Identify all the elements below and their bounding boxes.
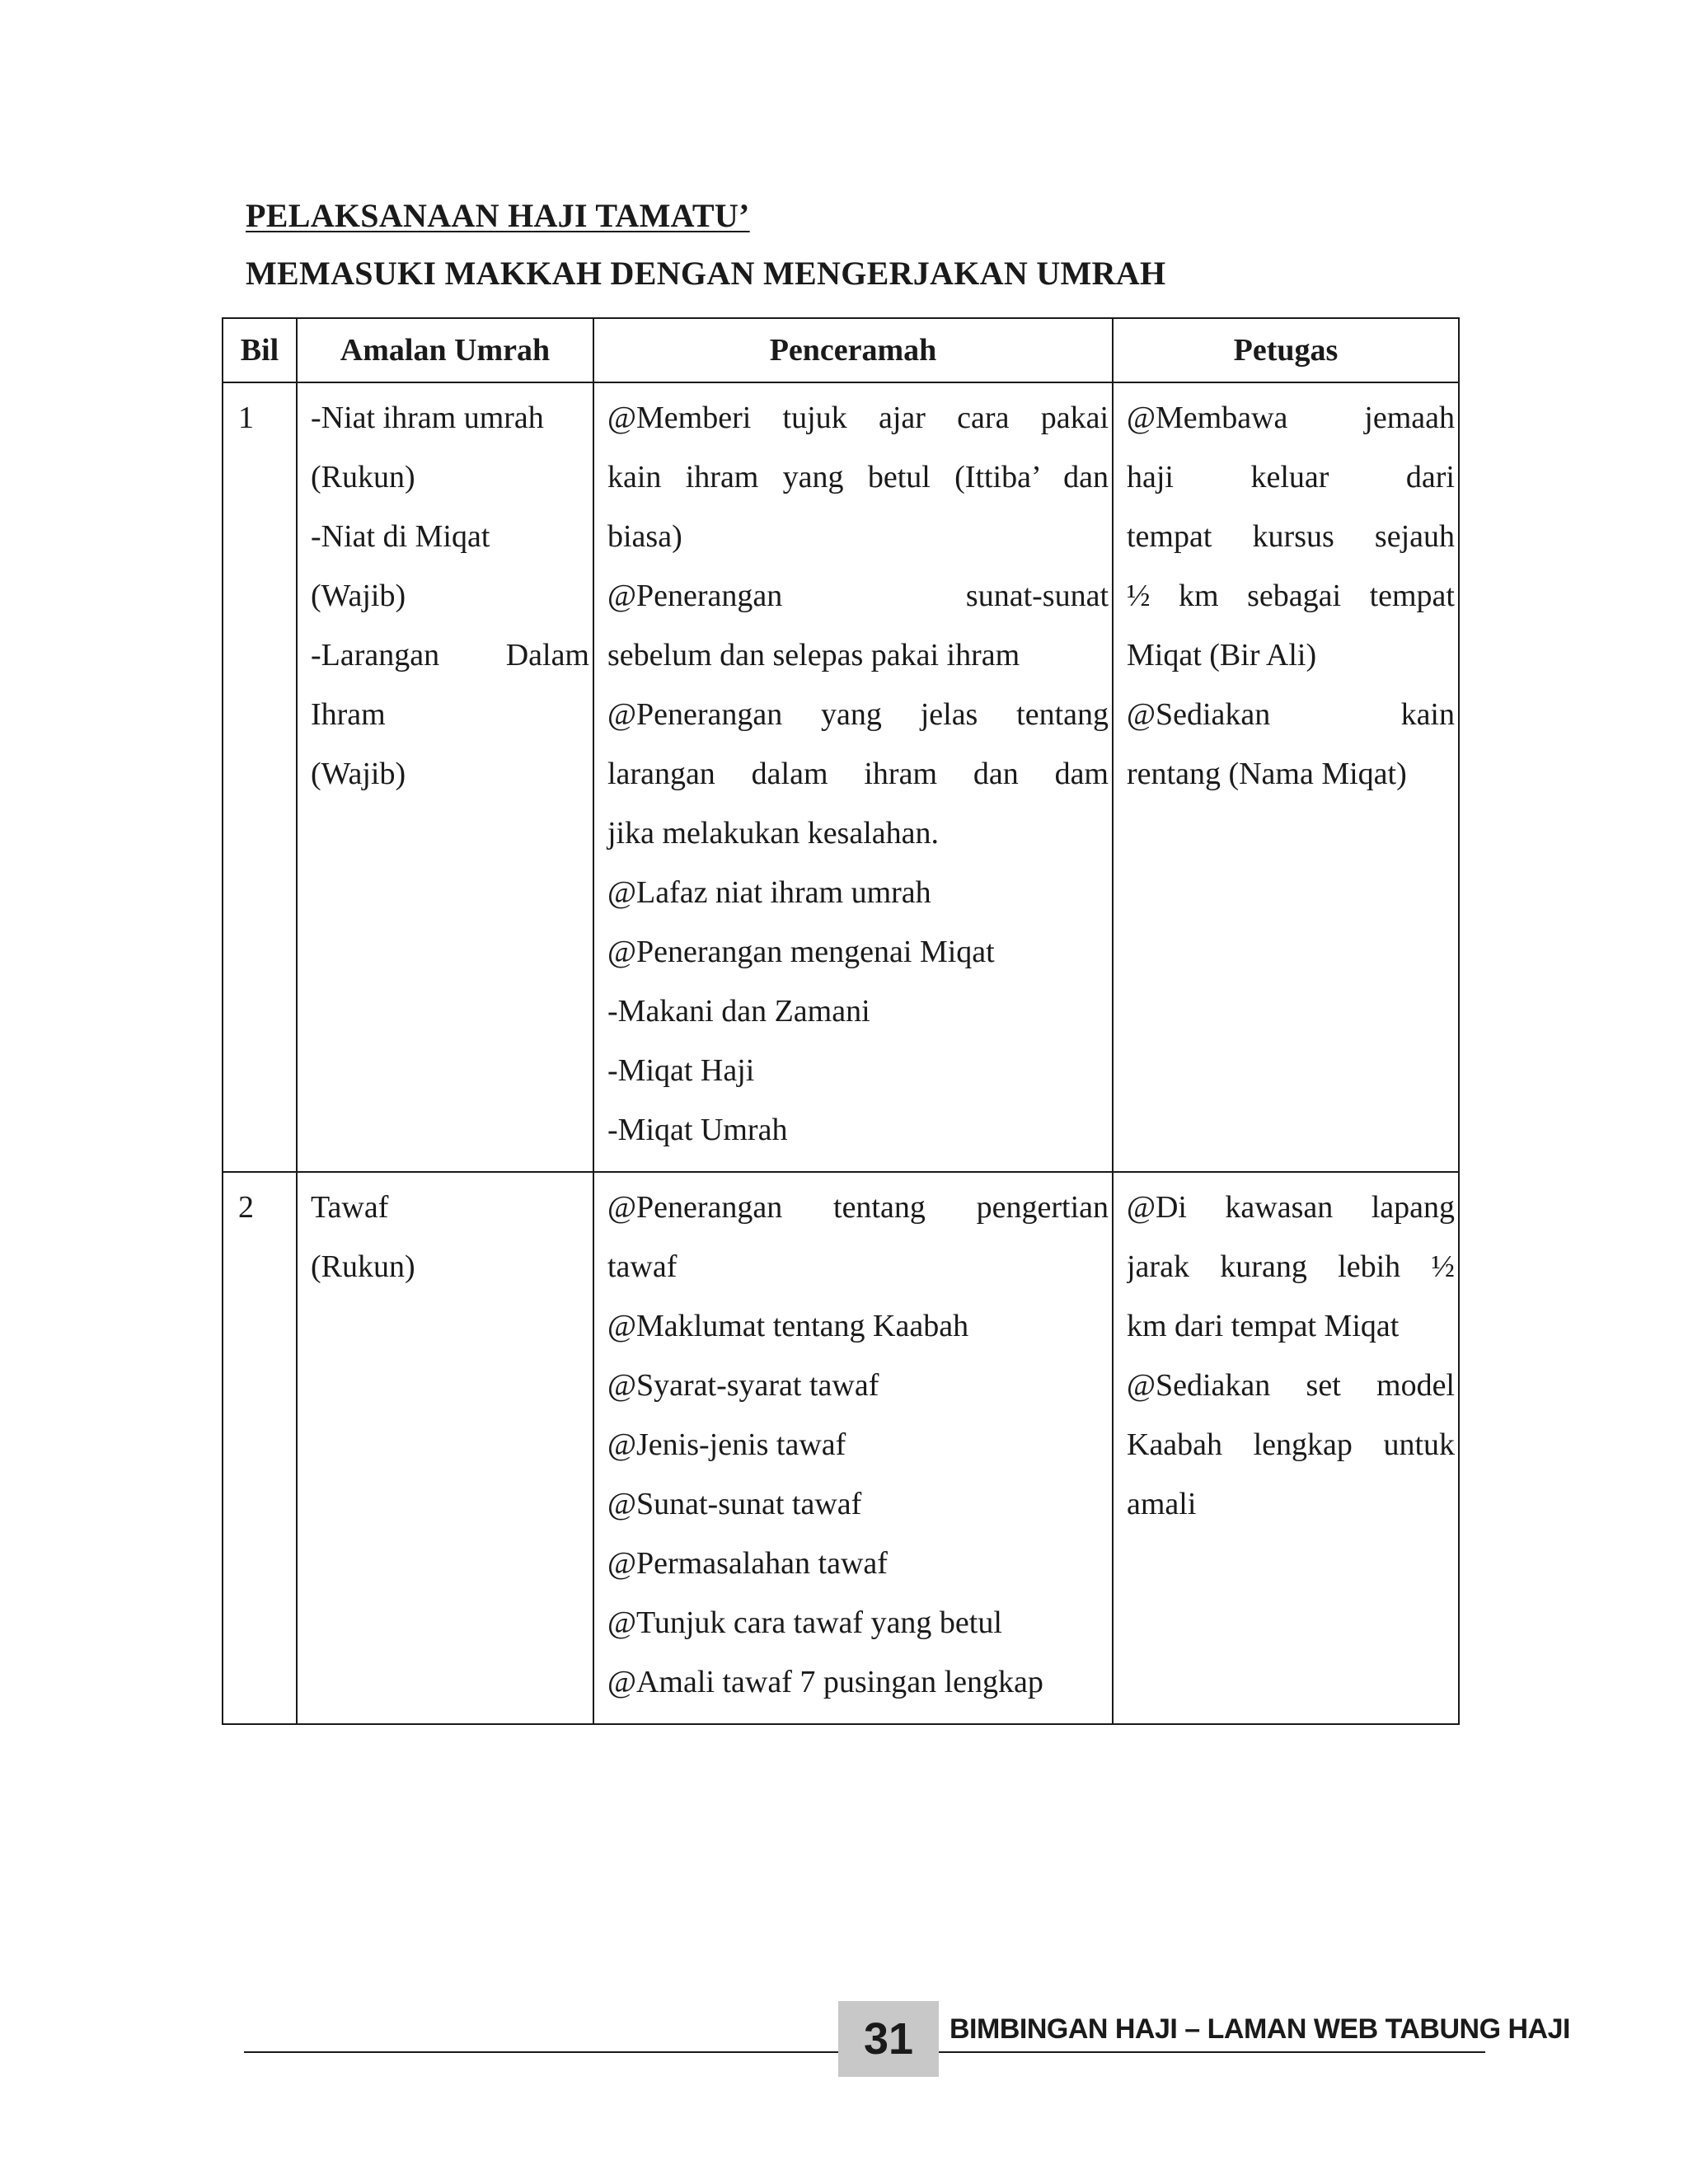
penceramah-line: sebelum dan selepas pakai ihram [607,638,1020,673]
row-number: 2 [238,1190,254,1225]
penceramah-line: tawaf [607,1249,678,1284]
penceramah-line: @Penerangan sunat-sunat [607,579,1109,613]
page-number: 31 [838,2001,939,2077]
amalan-line: Ihram [311,697,386,732]
table-row [223,382,1459,1172]
penceramah-line: @Amali tawaf 7 pusingan lengkap [607,1665,1043,1699]
penceramah-line: -Makani dan Zamani [607,994,870,1029]
petugas-line: ½ km sebagai tempat [1127,579,1455,613]
penceramah-line: jika melakukan kesalahan. [607,816,940,851]
penceramah-line: @Sunat-sunat tawaf [607,1487,862,1521]
penceramah-line: @Memberi tujuk ajar cara pakai [607,401,1109,435]
amalan-line: (Wajib) [311,757,406,791]
cell-penceramah [593,1172,1113,1724]
cell-amalan [297,1172,593,1724]
petugas-line: @Membawa jemaah [1127,401,1455,435]
petugas-line: amali [1127,1487,1197,1521]
penceramah-line: larangan dalam ihram dan dam [607,757,1109,791]
petugas-line: haji keluar dari [1127,460,1455,494]
row-number: 1 [238,401,254,435]
penceramah-line: @Penerangan tentang pengertian [607,1190,1109,1225]
penceramah-line: @Maklumat tentang Kaabah [607,1309,969,1343]
page-subtitle: MEMASUKI MAKKAH DENGAN MENGERJAKAN UMRAH [246,255,1166,292]
table-header-row [223,318,1459,382]
header-bil: Bil [223,318,297,382]
amalan-line: -Larangan Dalam [311,638,589,673]
penceramah-line: @Tunjuk cara tawaf yang betul [607,1605,1002,1640]
penceramah-line: @Syarat-syarat tawaf [607,1368,879,1403]
petugas-line: tempat kursus sejauh [1127,519,1455,554]
amalan-line: (Wajib) [311,579,406,613]
page-title: PELAKSANAAN HAJI TAMATU’ [246,197,750,234]
footer-text: BIMBINGAN HAJI – LAMAN WEB TABUNG HAJI [950,2013,1570,2045]
petugas-line: km dari tempat Miqat [1127,1309,1400,1343]
amalan-line: -Niat ihram umrah [311,401,544,435]
header-penceramah: Penceramah [593,318,1113,382]
amalan-line: -Niat di Miqat [311,519,490,554]
penceramah-line: -Miqat Haji [607,1053,755,1088]
cell-amalan [297,382,593,1172]
penceramah-line: @Penerangan yang jelas tentang [607,697,1109,732]
table-row [223,1172,1459,1724]
header-petugas: Petugas [1113,318,1459,382]
penceramah-line: -Miqat Umrah [607,1113,788,1147]
petugas-line: rentang (Nama Miqat) [1127,757,1407,791]
penceramah-line: kain ihram yang betul (Ittiba’ dan [607,460,1109,494]
amalan-line: (Rukun) [311,460,415,494]
amalan-line: (Rukun) [311,1249,415,1284]
penceramah-line: @Jenis-jenis tawaf [607,1427,846,1462]
cell-petugas [1113,1172,1459,1724]
penceramah-line: @Permasalahan tawaf [607,1546,888,1581]
petugas-line: jarak kurang lebih ½ [1127,1249,1455,1284]
petugas-line: Miqat (Bir Ali) [1127,638,1317,673]
cell-petugas [1113,382,1459,1172]
amalan-line: Tawaf [311,1190,389,1225]
petugas-line: @Sediakan set model [1127,1368,1455,1403]
penceramah-line: biasa) [607,519,682,554]
umrah-table [222,317,1460,1725]
cell-bil [223,1172,297,1724]
petugas-line: @Sediakan kain [1127,697,1455,732]
cell-penceramah [593,382,1113,1172]
penceramah-line: @Penerangan mengenai Miqat [607,935,995,969]
cell-bil [223,382,297,1172]
petugas-line: Kaabah lengkap untuk [1127,1427,1455,1462]
header-amalan-umrah: Amalan Umrah [297,318,593,382]
penceramah-line: @Lafaz niat ihram umrah [607,875,931,910]
petugas-line: @Di kawasan lapang [1127,1190,1455,1225]
